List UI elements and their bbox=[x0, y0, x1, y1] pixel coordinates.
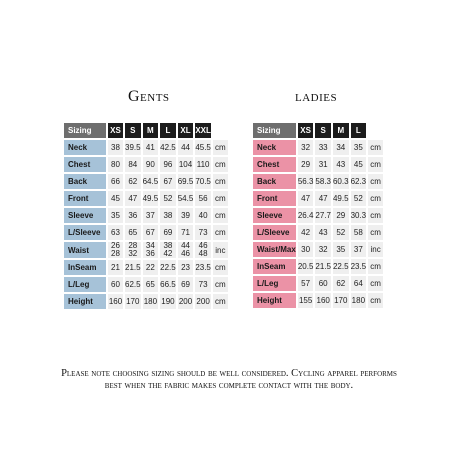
size-value: 180 bbox=[351, 293, 367, 308]
size-value: 71 bbox=[178, 225, 194, 240]
size-value: 62.5 bbox=[125, 277, 141, 292]
size-value: 170 bbox=[333, 293, 349, 308]
size-value: 21.5 bbox=[125, 260, 141, 275]
size-value: 66.5 bbox=[160, 277, 176, 292]
unit-label: cm bbox=[368, 140, 383, 155]
size-value: 49.5 bbox=[333, 191, 349, 206]
size-value: 36 bbox=[125, 208, 141, 223]
size-value: 70.5 bbox=[195, 174, 211, 189]
row-label: Waist/Max bbox=[253, 242, 296, 257]
table-row bbox=[64, 277, 228, 292]
size-value: 23.5 bbox=[351, 259, 367, 274]
table-row bbox=[253, 242, 383, 257]
unit-label: cm bbox=[368, 225, 383, 240]
size-value: 45 bbox=[351, 157, 367, 172]
size-value: 26.4 bbox=[298, 208, 314, 223]
size-value: 29 bbox=[298, 157, 314, 172]
size-value: 180 bbox=[143, 294, 159, 309]
row-label: L/Leg bbox=[64, 277, 106, 292]
size-value: 67 bbox=[160, 174, 176, 189]
table-row bbox=[253, 293, 383, 308]
unit-label: cm bbox=[368, 174, 383, 189]
size-value: 52 bbox=[351, 191, 367, 206]
size-value: 42 bbox=[298, 225, 314, 240]
size-value: 23.5 bbox=[195, 260, 211, 275]
unit-label: cm bbox=[213, 140, 228, 155]
unit-label: cm bbox=[213, 174, 228, 189]
table-row bbox=[64, 191, 228, 206]
size-value: 33 bbox=[315, 140, 331, 155]
unit-label: cm bbox=[368, 259, 383, 274]
size-value: 37 bbox=[351, 242, 367, 257]
size-value: 35 bbox=[333, 242, 349, 257]
row-label: Front bbox=[64, 191, 106, 206]
unit-label: inc bbox=[213, 242, 228, 258]
size-value: 31 bbox=[315, 157, 331, 172]
size-value: 69.5 bbox=[178, 174, 194, 189]
size-value: 80 bbox=[108, 157, 123, 172]
size-value: 43 bbox=[315, 225, 331, 240]
size-value: 30 bbox=[298, 242, 314, 257]
size-value: 27.7 bbox=[315, 208, 331, 223]
row-label: Front bbox=[253, 191, 296, 206]
size-value: 39 bbox=[178, 208, 194, 223]
size-value: 73 bbox=[195, 225, 211, 240]
size-header-l: L bbox=[351, 123, 367, 138]
unit-label: cm bbox=[213, 157, 228, 172]
table-row bbox=[64, 140, 228, 155]
size-value: 34 36 bbox=[143, 242, 159, 258]
table-row bbox=[253, 225, 383, 240]
size-value: 64.5 bbox=[143, 174, 159, 189]
size-value: 26 28 bbox=[108, 242, 123, 258]
size-value: 58.3 bbox=[315, 174, 331, 189]
unit-label: cm bbox=[368, 276, 383, 291]
size-value: 60 bbox=[108, 277, 123, 292]
size-value: 34 bbox=[333, 140, 349, 155]
size-value: 20.5 bbox=[298, 259, 314, 274]
unit-label: cm bbox=[368, 293, 383, 308]
size-value: 56.3 bbox=[298, 174, 314, 189]
size-value: 62 bbox=[125, 174, 141, 189]
size-value: 42.5 bbox=[160, 140, 176, 155]
size-value: 60.3 bbox=[333, 174, 349, 189]
sizing-note: Please note choosing sizing should be well considered. Cycling apparel performs best when the fabric makes complete contact with the body. bbox=[61, 368, 397, 391]
unit-label: inc bbox=[368, 242, 383, 257]
size-value: 37 bbox=[143, 208, 159, 223]
size-value: 35 bbox=[108, 208, 123, 223]
table-row bbox=[253, 276, 383, 291]
size-value: 23 bbox=[178, 260, 194, 275]
header-row bbox=[64, 123, 228, 138]
size-value: 44 bbox=[178, 140, 194, 155]
size-value: 22 bbox=[143, 260, 159, 275]
size-value: 47 bbox=[315, 191, 331, 206]
row-label: Back bbox=[64, 174, 106, 189]
unit-label: cm bbox=[213, 191, 228, 206]
size-value: 90 bbox=[143, 157, 159, 172]
size-value: 21 bbox=[108, 260, 123, 275]
size-value: 58 bbox=[351, 225, 367, 240]
size-value: 22.5 bbox=[333, 259, 349, 274]
size-value: 49.5 bbox=[143, 191, 159, 206]
size-value: 52 bbox=[160, 191, 176, 206]
size-value: 35 bbox=[351, 140, 367, 155]
row-label: Neck bbox=[253, 140, 296, 155]
size-value: 65 bbox=[143, 277, 159, 292]
size-header-xxl: XXL bbox=[195, 123, 211, 138]
unit-label: cm bbox=[213, 260, 228, 275]
size-value: 38 42 bbox=[160, 242, 176, 258]
size-value: 47 bbox=[298, 191, 314, 206]
table-row bbox=[253, 157, 383, 172]
size-value: 200 bbox=[178, 294, 194, 309]
size-value: 30.3 bbox=[351, 208, 367, 223]
size-value: 63 bbox=[108, 225, 123, 240]
unit-label: cm bbox=[213, 225, 228, 240]
size-value: 200 bbox=[195, 294, 211, 309]
row-label: Waist bbox=[64, 242, 106, 258]
ladies-size-table bbox=[251, 121, 385, 310]
unit-header bbox=[213, 123, 228, 138]
row-label: Height bbox=[64, 294, 106, 309]
size-value: 45.5 bbox=[195, 140, 211, 155]
size-value: 40 bbox=[195, 208, 211, 223]
size-header-l: L bbox=[160, 123, 176, 138]
table-row bbox=[253, 140, 383, 155]
table-row bbox=[64, 242, 228, 258]
size-value: 60 bbox=[315, 276, 331, 291]
unit-label: cm bbox=[213, 277, 228, 292]
size-value: 96 bbox=[160, 157, 176, 172]
size-value: 32 bbox=[315, 242, 331, 257]
unit-header bbox=[368, 123, 383, 138]
row-label: InSeam bbox=[64, 260, 106, 275]
row-label: Sleeve bbox=[64, 208, 106, 223]
table-row bbox=[64, 294, 228, 309]
size-value: 64 bbox=[351, 276, 367, 291]
size-value: 160 bbox=[315, 293, 331, 308]
size-value: 43 bbox=[333, 157, 349, 172]
size-value: 44 46 bbox=[178, 242, 194, 258]
size-value: 56 bbox=[195, 191, 211, 206]
size-value: 38 bbox=[160, 208, 176, 223]
size-header-xl: XL bbox=[178, 123, 194, 138]
row-label: Chest bbox=[64, 157, 106, 172]
size-value: 22.5 bbox=[160, 260, 176, 275]
size-value: 41 bbox=[143, 140, 159, 155]
table-row bbox=[253, 191, 383, 206]
row-label: Neck bbox=[64, 140, 106, 155]
size-value: 21.5 bbox=[315, 259, 331, 274]
row-label: Sleeve bbox=[253, 208, 296, 223]
size-value: 155 bbox=[298, 293, 314, 308]
size-value: 62.3 bbox=[351, 174, 367, 189]
size-value: 65 bbox=[125, 225, 141, 240]
gents-title: Gents bbox=[128, 88, 170, 105]
row-label: L/Leg bbox=[253, 276, 296, 291]
size-value: 62 bbox=[333, 276, 349, 291]
table-row bbox=[64, 157, 228, 172]
table-row bbox=[253, 174, 383, 189]
sizing-header: Sizing bbox=[64, 123, 106, 138]
unit-label: cm bbox=[213, 294, 228, 309]
size-value: 28 32 bbox=[125, 242, 141, 258]
size-value: 69 bbox=[178, 277, 194, 292]
size-value: 104 bbox=[178, 157, 194, 172]
table-row bbox=[253, 259, 383, 274]
size-value: 46 48 bbox=[195, 242, 211, 258]
unit-label: cm bbox=[368, 191, 383, 206]
size-value: 66 bbox=[108, 174, 123, 189]
size-value: 54.5 bbox=[178, 191, 194, 206]
row-label: InSeam bbox=[253, 259, 296, 274]
unit-label: cm bbox=[213, 208, 228, 223]
table-row bbox=[253, 208, 383, 223]
size-header-xs: XS bbox=[298, 123, 314, 138]
size-value: 110 bbox=[195, 157, 211, 172]
size-value: 38 bbox=[108, 140, 123, 155]
row-label: Chest bbox=[253, 157, 296, 172]
table-row bbox=[64, 225, 228, 240]
gents-size-table bbox=[62, 121, 230, 311]
sizing-header: Sizing bbox=[253, 123, 296, 138]
row-label: Back bbox=[253, 174, 296, 189]
size-value: 84 bbox=[125, 157, 141, 172]
size-value: 29 bbox=[333, 208, 349, 223]
size-value: 170 bbox=[125, 294, 141, 309]
size-value: 160 bbox=[108, 294, 123, 309]
table-row bbox=[64, 208, 228, 223]
size-value: 47 bbox=[125, 191, 141, 206]
header-row bbox=[253, 123, 383, 138]
size-value: 73 bbox=[195, 277, 211, 292]
row-label: L/Sleeve bbox=[64, 225, 106, 240]
size-value: 69 bbox=[160, 225, 176, 240]
row-label: Height bbox=[253, 293, 296, 308]
ladies-title: ladies bbox=[295, 88, 338, 105]
table-row bbox=[64, 260, 228, 275]
table-row bbox=[64, 174, 228, 189]
unit-label: cm bbox=[368, 157, 383, 172]
row-label: L/Sleeve bbox=[253, 225, 296, 240]
size-header-m: M bbox=[143, 123, 159, 138]
size-value: 67 bbox=[143, 225, 159, 240]
size-value: 57 bbox=[298, 276, 314, 291]
size-value: 45 bbox=[108, 191, 123, 206]
size-value: 32 bbox=[298, 140, 314, 155]
size-value: 39.5 bbox=[125, 140, 141, 155]
size-header-s: S bbox=[315, 123, 331, 138]
size-header-m: M bbox=[333, 123, 349, 138]
size-value: 52 bbox=[333, 225, 349, 240]
size-header-s: S bbox=[125, 123, 141, 138]
unit-label: cm bbox=[368, 208, 383, 223]
size-header-xs: XS bbox=[108, 123, 123, 138]
size-value: 190 bbox=[160, 294, 176, 309]
